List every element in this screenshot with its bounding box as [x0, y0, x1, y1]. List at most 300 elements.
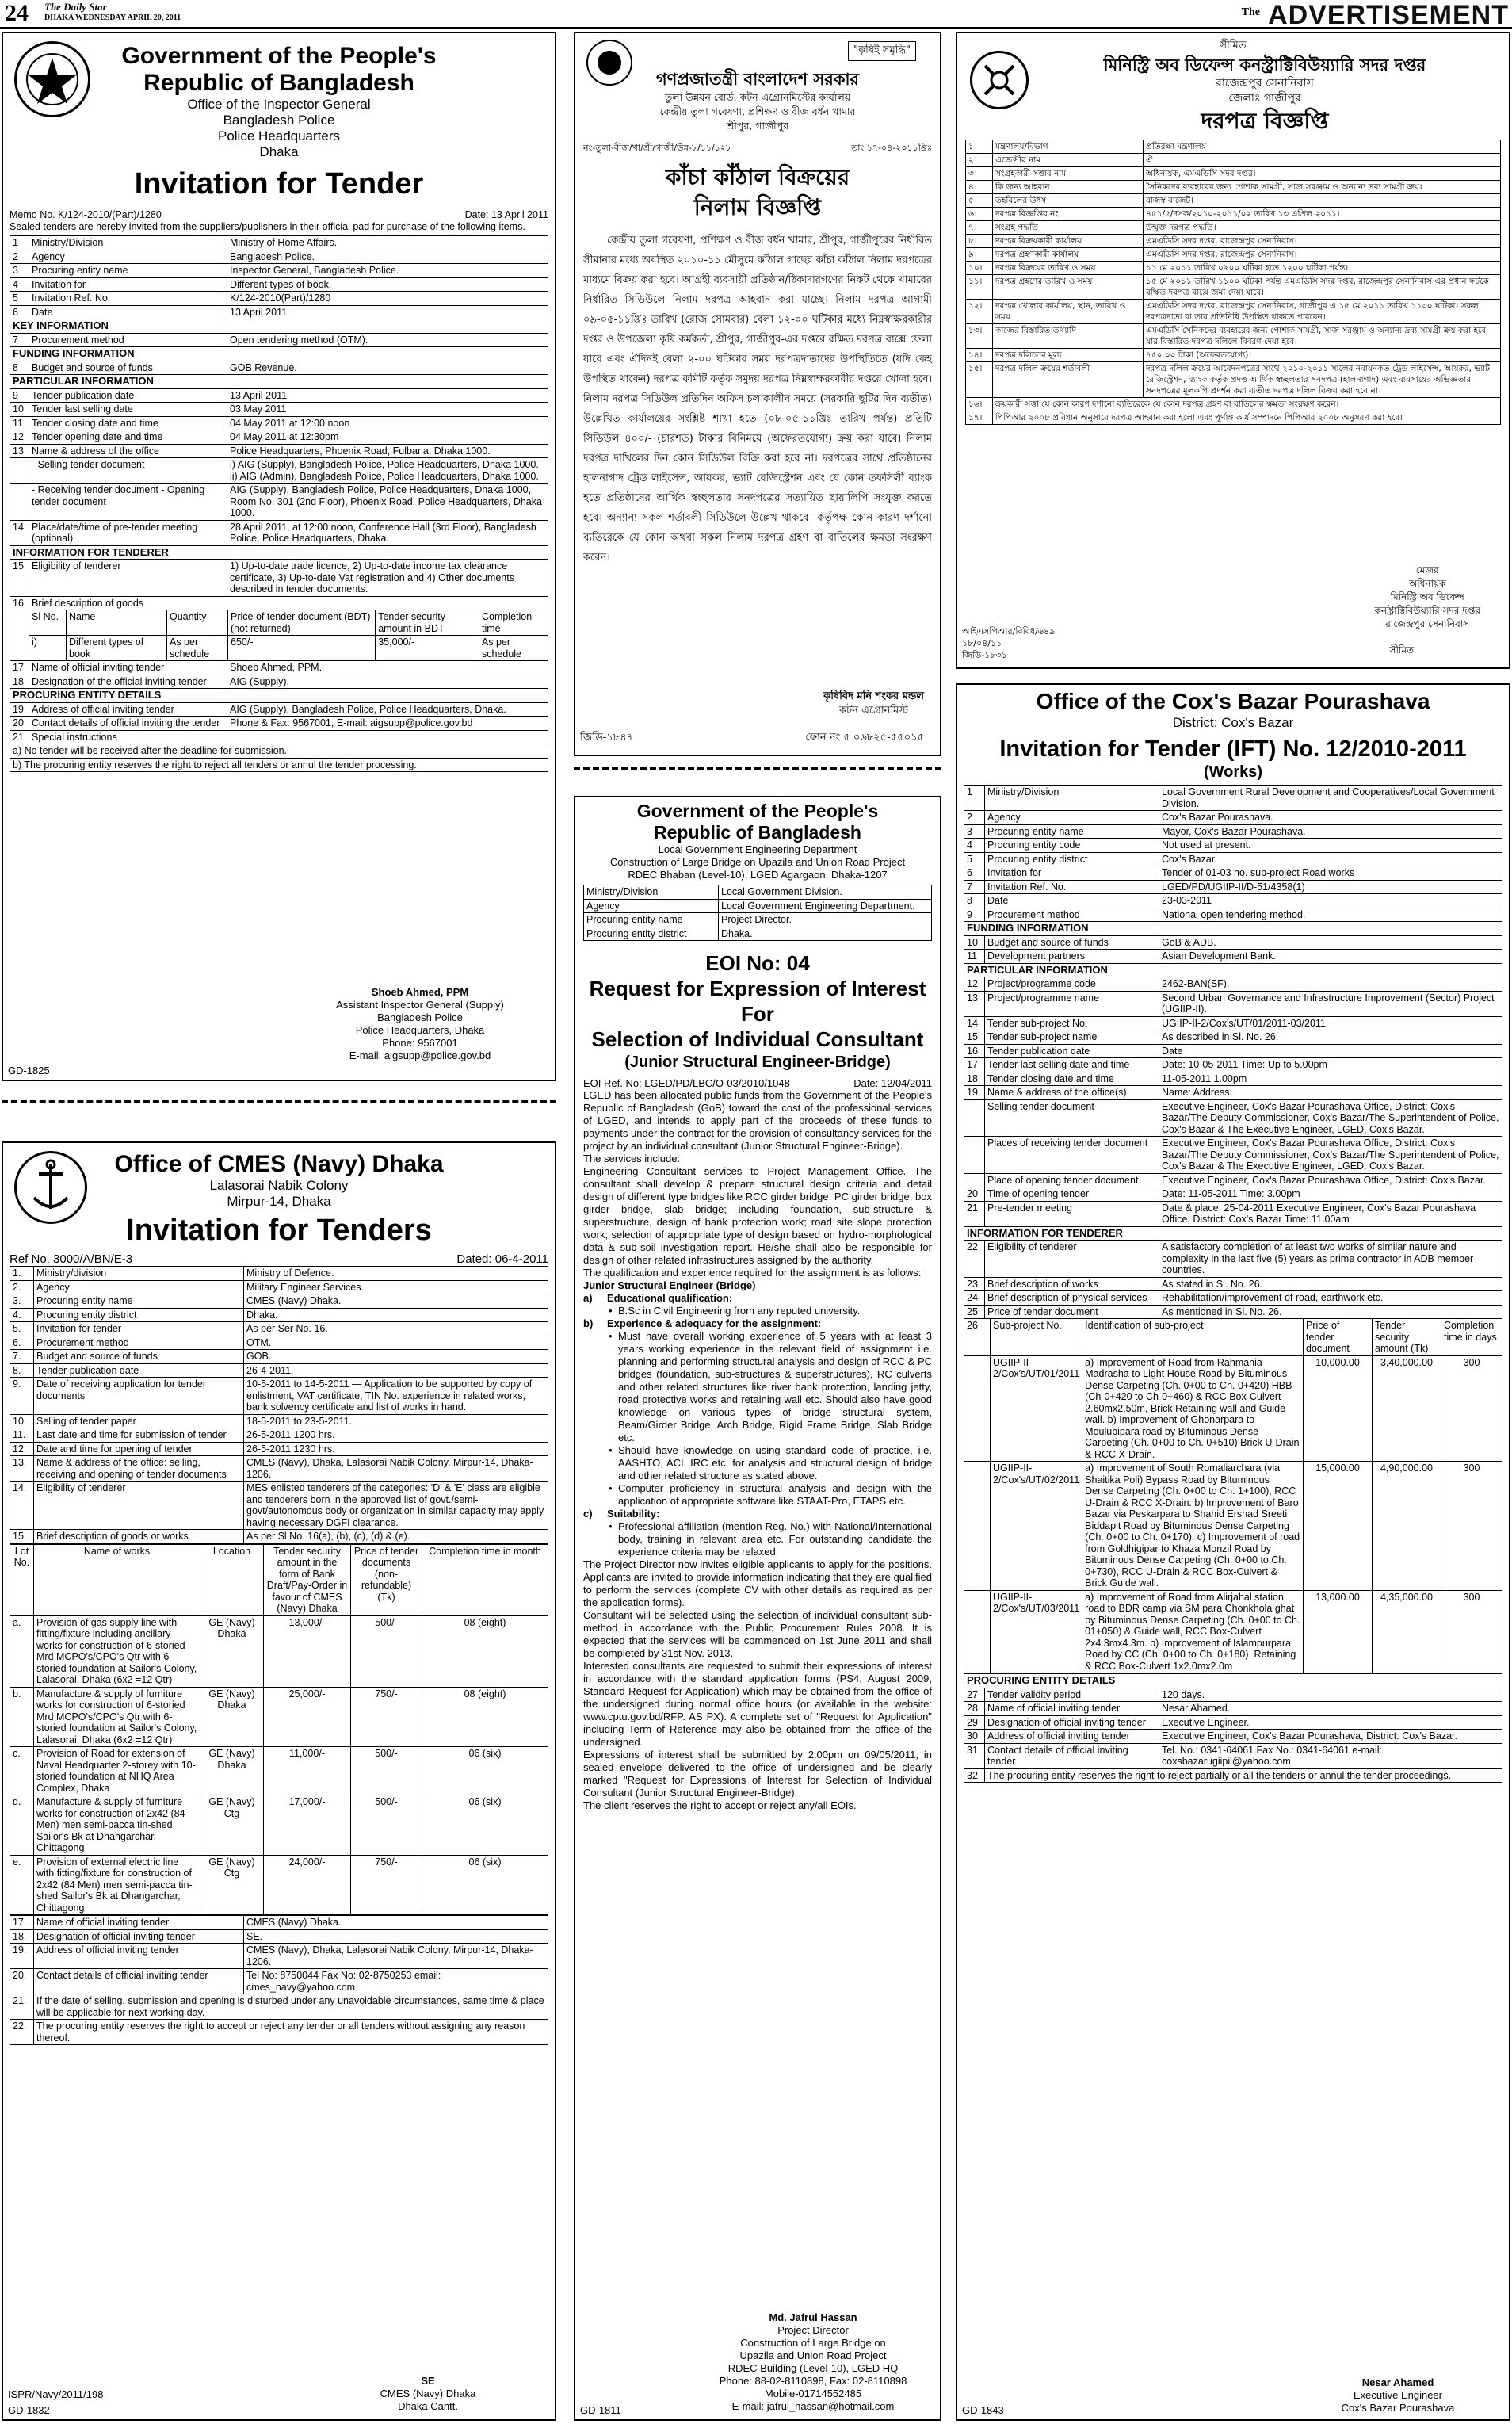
table-row — [964, 1058, 1502, 1072]
cell: Shoeb Ahmed, PPM. — [227, 661, 548, 675]
cell: 7 — [10, 333, 29, 347]
table-row — [966, 140, 1501, 154]
cell: Date & place: 25-04-2011 Executive Engineer, Cox's Bazar Pourashava Office, District: Cox's Bazar Time: 11.00am — [1159, 1201, 1502, 1226]
cell: ১৫। — [966, 362, 993, 398]
cell: Tender security amount in BDT — [376, 610, 479, 636]
table-row — [10, 2020, 548, 2045]
cell: Designation of official inviting tender — [985, 1715, 1159, 1730]
cell: National open tendering method. — [1159, 908, 1502, 922]
cell: Mayor, Cox's Bazar Pourashava. — [1159, 824, 1502, 839]
cell: 5 — [10, 292, 29, 306]
cell: 19. — [10, 1944, 34, 1969]
cell: ১৪। — [966, 349, 993, 362]
cell: Brief description of physical services — [985, 1291, 1159, 1306]
table-row — [10, 702, 548, 717]
cell: 13. — [10, 1456, 34, 1482]
cell: Completion time — [479, 610, 548, 636]
cell: 28 April 2011, at 12:00 noon, Conference Hall (3rd Floor), Bangladesh Police, Police Headquarters, Dhaka. — [227, 520, 548, 545]
cell: e. — [10, 1855, 34, 1915]
cell — [964, 1099, 985, 1137]
cell: Identification of sub-project — [1082, 1319, 1304, 1355]
cell: 15,000.00 — [1304, 1462, 1373, 1591]
cell: 6 — [964, 866, 985, 881]
cell: 13 — [10, 444, 29, 458]
table-row — [964, 1715, 1502, 1730]
section-heading: INFORMATION FOR TENDERER — [10, 545, 548, 560]
signatory-line: Bangladesh Police — [377, 1011, 463, 1023]
cell: 1. — [10, 1267, 34, 1281]
cell: 22. — [10, 2020, 34, 2045]
cell: 04 May 2011 at 12:30pm — [227, 430, 548, 445]
goods-table — [29, 610, 548, 660]
cell: Name of official inviting tender — [985, 1702, 1159, 1716]
table-row — [10, 717, 548, 731]
police-date: Date: 13 April 2011 — [464, 209, 548, 220]
ispr-line: আইএসপিআর/বিবিধ/৬৪৯ — [962, 626, 1056, 637]
cell — [964, 1173, 985, 1187]
cell: 28 — [964, 1702, 985, 1716]
table-row — [964, 1291, 1502, 1306]
signatory-line: Project Director — [777, 2324, 849, 2336]
cell: ১৬। — [966, 398, 993, 411]
cell: দরপত্র বিক্রয়কারী কার্যালয় — [993, 235, 1144, 248]
cell: Special instructions — [29, 730, 548, 744]
bangladesh-police-emblem-icon — [14, 41, 90, 117]
cell: 500/- — [351, 1747, 422, 1795]
cell: GE (Navy) Dhaka — [200, 1615, 264, 1687]
mes-headline: দরপত্র বিজ্ঞপ্তি — [1201, 108, 1329, 134]
cell: Procuring entity name — [29, 264, 227, 278]
cell: Different types of book — [67, 636, 167, 661]
cell: 19 — [10, 702, 29, 717]
cell: Location — [200, 1544, 264, 1615]
cell: 03 May 2011 — [227, 403, 548, 417]
cotton-headline-1: কাঁচা কাঁঠাল বিক্রয়ের — [665, 164, 850, 190]
signatory-line: RDEC Building (Level-10), LGED HQ — [727, 2362, 899, 2374]
cell: 18. — [10, 1929, 34, 1944]
cell: 10,000.00 — [1304, 1355, 1373, 1462]
table-row — [966, 154, 1501, 167]
lged-headline-4: (Junior Structural Engineer-Bridge) — [624, 1053, 891, 1071]
table-row — [10, 1442, 548, 1456]
coxs-title: Office of the Cox's Bazar Pourashava — [1036, 689, 1430, 713]
cell: ৪৫১/৫/দসক/২০১০-২০১১/০২ তারিখ ১৩ এপ্রিল ২০১১। — [1144, 208, 1501, 221]
lged-ref: EOI Ref. No: LGED/PD/LBC/O-03/2010/1048 — [583, 1077, 790, 1089]
police-sub-0: Office of the Inspector General — [187, 97, 371, 112]
table-row — [10, 560, 548, 597]
cell: 12 — [10, 430, 29, 445]
cell: ৬। — [966, 208, 993, 221]
table-row — [10, 1378, 548, 1415]
cell: - Selling tender document — [29, 458, 227, 484]
cotton-memo: নং-তুলা-বীজ/খা/শ্রী/গাজী/উন্ন-৮/১১/১২৮ — [583, 143, 732, 153]
cell: Ministry/Division — [584, 885, 719, 900]
cmes-ref: Ref No. 3000/A/BN/E-3 — [10, 1252, 133, 1266]
table-row — [964, 852, 1502, 866]
lged-headline-2: For — [741, 1002, 774, 1026]
cmes-table-2 — [10, 1915, 548, 2045]
table-row — [10, 1308, 548, 1322]
table-row — [10, 484, 548, 521]
cell: 21 — [964, 1201, 985, 1226]
table-row — [966, 275, 1501, 300]
cell: d. — [10, 1795, 34, 1856]
lged-p1: LGED has been allocated public funds from the Government of the People's Republic of Bangladesh (GoB) toward the cost of the professional services of LGED, and intends to apply part of the proceeds of these funds to payments under the contract for the provision of consultancy services for the project by an individual consultant (Junior Structural Engineer-Bridge). — [583, 1089, 932, 1152]
lged-p10: The client reserves the right to accept or reject any/all EOIs. — [583, 1799, 857, 1811]
cell: Military Engineer Services. — [244, 1280, 548, 1294]
cell: Price of tender document — [985, 1305, 1159, 1319]
table-row — [966, 235, 1501, 248]
cell: Procuring entity district — [985, 852, 1159, 866]
table-row — [964, 824, 1502, 839]
cell: 26 — [964, 1319, 991, 1355]
table-row — [10, 277, 548, 292]
cell: As described in Sl. No. 26. — [1159, 1030, 1502, 1045]
table-row — [10, 1414, 548, 1428]
cell: 2462-BAN(SF). — [1159, 977, 1502, 992]
section-heading: FUNDING INFORMATION — [10, 347, 548, 361]
cell: Name: Address: — [1159, 1086, 1502, 1100]
police-sub-2: Police Headquarters — [217, 128, 341, 143]
table-row — [966, 349, 1501, 362]
table-row — [10, 730, 548, 744]
cell: 4,90,000.00 — [1373, 1462, 1441, 1591]
lged-sub-2: RDEC Bhaban (Level-10), LGED Agargaon, Dhaka-1207 — [628, 869, 888, 881]
cmes-title: Office of CMES (Navy) Dhaka — [114, 1151, 444, 1177]
ispr-line: জিডি-১৮৩১ — [962, 650, 1007, 660]
cell: Development partners — [985, 950, 1159, 964]
cell: 24 — [964, 1291, 985, 1306]
cell: Tender sub-project No. — [985, 1016, 1159, 1030]
cell: Name of official inviting tender — [29, 661, 227, 675]
cell: 1 — [10, 236, 29, 250]
cell: Procuring entity name — [584, 913, 719, 927]
cell: এমএডিসি সদর দপ্তর, রাজেন্দ্রপুর সেনানিবাস, গাজীপুর এ ১৫ মে ২০১১ তারিখ ১১৩০ ঘটিকা। সকল দরপত্রদাতা বা তার প্রতিনিধি উপস্থিত থাকতে পারবেন। — [1144, 300, 1501, 324]
cell: MES enlisted tenderers of the categories: 'D' & 'E' class are eligible and tenderers born in the approved list of govt./semi-govt/autonomous body or organization in similar capacity may apply having necessary DGFI clearance. — [244, 1482, 548, 1530]
cell: Tender closing date and time — [985, 1072, 1159, 1086]
cell: সংগ্রহকারী সত্তার নাম — [993, 167, 1144, 181]
cell: Agency — [985, 811, 1159, 825]
cell: K/124-2010(Part)/1280 — [227, 292, 548, 306]
cell: Brief description of goods or works — [34, 1530, 244, 1544]
cell: Executive Engineer, Cox's Bazar Pourashava Office, District: Cox's Bazar/The Deputy Commissioner, Cox's Bazar/The Superintendent of Police, Cox's Bazar & The Executive Engineer, LGED, Cox's Bazar. — [1159, 1099, 1502, 1137]
table-row — [10, 444, 548, 458]
bullet-text: Should have knowledge on using standard code of practice, i.e. AASHTO, ACI, IRC etc. for analysis and structural design of bridge and other related structure as stated above. — [618, 1444, 932, 1482]
cell: 29 — [964, 1715, 985, 1730]
cell: 7. — [10, 1350, 34, 1364]
cell: 10 — [10, 403, 29, 417]
police-sub-1: Bangladesh Police — [223, 113, 335, 128]
cell: Local Government Engineering Department. — [719, 899, 932, 913]
table-row — [964, 1462, 1502, 1591]
cell: 26-4-2011. — [244, 1363, 548, 1378]
cell: Different types of book. — [227, 277, 548, 292]
cell: 750/- — [351, 1855, 422, 1915]
table-row — [10, 1322, 548, 1336]
cell: UGIIP-II-2/Cox's/UT/03/2011 — [991, 1590, 1082, 1673]
cell: As per schedule — [479, 636, 548, 661]
cell: 9 — [964, 908, 985, 922]
coxs-table — [964, 785, 1502, 1783]
cell: 4. — [10, 1308, 34, 1322]
cell: 13 April 2011 — [227, 388, 548, 403]
cell: GE (Navy) Ctg — [200, 1795, 264, 1856]
cell: OTM. — [244, 1336, 548, 1350]
cell: Completion time in month — [422, 1544, 548, 1615]
label: c) — [583, 1508, 593, 1520]
cell: পিপিআর ২০০৮ প্রবিধান অনুসারে দরপত্র আহবান করা হলো এবং পূর্ণাঙ্গ কার্য সম্পাদনে পিপিআর ২০০৮ অনুসরণ করা হবে। — [993, 411, 1501, 425]
cell: Not used at present. — [1159, 839, 1502, 853]
note: a) No tender will be received after the deadline for submission. — [10, 744, 548, 759]
signatory-line: E-mail: aigsupp@police.gov.bd — [349, 1050, 491, 1061]
table-row — [964, 1086, 1502, 1100]
cell: AIG (Supply). — [227, 675, 548, 689]
cell: এমএডিসি সদর দপ্তর, রাজেন্দ্রপুর সেনানিবাস। — [1144, 235, 1501, 248]
cell: 06 (six) — [422, 1747, 548, 1795]
table-row — [966, 194, 1501, 208]
cell: দরপত্র গ্রহণকারী কার্যালয় — [993, 248, 1144, 262]
cell: 8 — [964, 894, 985, 908]
lged-eoi-ad: Government of the People's Republic of Bangladesh Local Government Engineering Department Construction of Large Bridge on Upazila and Union Road Project RDEC Bhaban (Level-10), LGED Agargaon, Dhaka-1207 Ministry/Division Local Government Division. Agency Local Government Engineering Department. Procuring entity name Project Director. Procuring entity district Dhaka. EOI No: 04 Request for Expression of Interest For Selection of Individual Consultant (Junior Structural Engineer-Bridge) EOI Ref. No: LGED/PD/LBC/O-03/2010/1048 Date: 12/04/2011 LGED has been allocated public funds from the Government of the People's Republic of Bangladesh (GoB) toward the cost of the professional services of LGED, and intends to apply part of the proceeds of these funds to payments under the contract for the provision of consultancy services for the project by an individual consultant (Junior Structural Engineer-Bridge). The services include: Engineering Consultant services to Project Management Office. The consultant shall develop & prepare structural design criteria and detail design of different type bridges like RCC girder bridge, PC girder bridge, box girder bridge, slab bridge; including foundation, sub-structure & superstructure, design of bank protection work; road site slope protection work; selection of appropriate type of design based on hydro-morphological data & sub-soil investigation report. He/she shall also be responsible for design of other related infrastructures assigned by the authority. The qualification and experience required for the assignment is as follows: Junior Structural Engineer (Bridge) a) Educational qualification: • B.Sc in Civil Engineering from any reputed university. b) Experience & adequacy for the assignment: • Must have overall working experience of 5 years with at least 3 years working experience in the relevant field of assignment i.e. planning and performing structural analysis and design of RCC & PC bridges (foundation, sub-structures & superstructures), RC culverts and other related structures like river bank protection, landing jetty, road protective works and retaining wall etc. Should also have good knowledge on various types of bridge structural system, Beam/Girder Bridge, Arch Bridge, Rigid Frame Bridge, Slab Bridge etc. • Should have knowledge on using standard code of practice, i.e. AASHTO, ACI, IRC etc. for analysis and structural design of bridge and other related structure as stated above. • Computer proficiency in structural analysis and design with the application of appropriate software like STAAT-Pro, ETAPS etc. c) Suitability: • Professional affiliation (mention Reg. No.) with National/International body, training in relevant area etc. For outstanding candidate the experience criteria may be relaxed. The Project Director now invites eligible applicants to apply for the positions. Applicants are invited to provide information indicating that they are qualified to perform the services (complete CV with other details as required as per the application forms). Consultant will be selected using the selection of individual consultant sub-method in accordance with the Public Procurement Rules 2008. It is expected that the services will be commenced on 1st June 2011 and shall be completed by 31st Nov. 2013. Interested consultants are requested to submit their expressions of interest in accordance with the standard application forms (PS4, August 2009, Standard Request for Application) which may be obtained from the office of the undersigned during normal office hours (or available in the website: www.cptu.gov.bd/RFP. AS PX). A complete set of "Request for Application" including Term of Reference may also be obtained from the office of the undersigned. Expressions of interest shall be submitted by 2.00pm on 09/05/2011, in sealed envelope delivered to the office of undersigned and be clearly marked "Request for Expressions of Interest for Selection of Individual Consultant (Junior Structural Engineer-Bridge). The client reserves the right to accept or reject any/all EOIs. Md. Jafrul Hassan Project Director Construction of Large Bridge on Upazila and Union Road Project RDEC Building (Level-10), LGED HQ Phone: 88-02-8110898, Fax: 02-8110898 Mobile-01714552485 E-mail: jafrul_hassan@hotmail.com GD-1811 — [574, 796, 941, 2421]
table-row — [964, 1730, 1502, 1744]
table-row — [964, 977, 1502, 992]
cell: Address of official inviting tender — [985, 1730, 1159, 1744]
navy-emblem-icon — [14, 1151, 87, 1224]
cell: 500/- — [351, 1795, 422, 1856]
cell: দরপত্র দলিল ক্রয়ের শর্তাবলী — [993, 362, 1144, 398]
cell: Sl No. — [29, 610, 67, 636]
cell: Provision of gas supply line with fitting/fixture including ancillary works for construction of 6-storied Mrd MCPO's/CPO's Qtr with 6-storied foundation at Sailor's Colony, Lalasorai, Dhaka (6x2 =12 Qtr) — [34, 1615, 200, 1687]
table-row — [10, 1294, 548, 1309]
table-row — [966, 248, 1501, 262]
signatory-line: কটন এগ্রোনমিস্ট — [838, 705, 909, 717]
section-heading: PROCURING ENTITY DETAILS — [10, 689, 548, 703]
cell: Date: 11-05-2011 Time: 3.00pm — [1159, 1187, 1502, 1202]
cell: 10. — [10, 1414, 34, 1428]
divider — [574, 767, 941, 770]
cell: Time of opening tender — [985, 1187, 1159, 1202]
cell: ২। — [966, 154, 993, 167]
cell: - Receiving tender document - Opening tender document — [29, 484, 227, 521]
cotton-auction-ad — [574, 32, 941, 756]
defence-tender-ad — [956, 32, 1510, 669]
table-row — [10, 1944, 548, 1969]
section-heading: PARTICULAR INFORMATION — [10, 375, 548, 389]
dateline — [44, 2, 181, 24]
cell: 20. — [10, 1969, 34, 1994]
table-row — [964, 1173, 1502, 1187]
lged-p6: The Project Director now invites eligible applicants to apply for the positions. Applicants are invited to provide information indicating that they are qualified to perform the services (complete CV with other details as required as per the application forms). — [583, 1558, 932, 1608]
cell: Price of tender document (BDT) (not returned) — [228, 610, 376, 636]
cell: 24,000/- — [264, 1855, 351, 1915]
cell: Place/date/time of pre-tender meeting (optional) — [29, 520, 227, 545]
cell: Pre-tender meeting — [985, 1201, 1159, 1226]
cell: 16 — [964, 1044, 985, 1058]
cmes-headline: Invitation for Tenders — [126, 1214, 432, 1247]
cell: Provision of Road for extension of Naval Headquarter 2-storey with 10-storied foundation at NHQ Area Complex, Dhaka — [34, 1747, 200, 1795]
cell: 11 — [10, 416, 29, 430]
section-prefix: The — [1241, 6, 1260, 18]
mes-owner: সীমিত — [1220, 40, 1247, 52]
cmes-navy-tender-ad — [2, 1141, 556, 2421]
cell: Contact details of official inviting tender — [985, 1743, 1159, 1768]
cell: 9 — [10, 388, 29, 403]
cell: Manufacture & supply of furniture works for construction of 6-storied Mrd MCPO's/CPO's Qtr with 6-storied foundation at Sailor's Colony, Lalasorai, Dhaka (6x2 =12 Qtr) — [34, 1687, 200, 1747]
table-row — [10, 430, 548, 445]
cell: 35,000/- — [376, 636, 479, 661]
table-row — [966, 398, 1501, 411]
table-row — [966, 221, 1501, 235]
table-row — [964, 1016, 1502, 1030]
divider — [2, 1100, 556, 1103]
cell: Nesar Ahamed. — [1159, 1702, 1502, 1716]
cell: Invitation for — [985, 866, 1159, 881]
lged-sub-1: Construction of Large Bridge on Upazila and Union Road Project — [609, 856, 906, 868]
table-row — [10, 416, 548, 430]
cell: 8 — [10, 361, 29, 375]
table-row — [964, 1201, 1502, 1226]
cell: Designation of official inviting tender — [34, 1929, 244, 1944]
cotton-date: তাং ১৭-০৪-২০১১খ্রিঃ — [851, 143, 932, 153]
cell: Procuring entity district — [34, 1308, 244, 1322]
cell: Manufacture & supply of furniture works for construction of 2x42 (84 Men) men semi-pacca tin-shed Sailor's Bk at Dhangarchar, Chittagong — [34, 1795, 200, 1856]
police-tender-ad — [2, 32, 556, 1081]
cell: 4 — [10, 277, 29, 292]
cell: 2. — [10, 1280, 34, 1294]
table-row — [964, 935, 1502, 950]
cell: Tender last selling date — [29, 403, 227, 417]
cell: 23 — [964, 1277, 985, 1291]
table-row — [10, 264, 548, 278]
table-row — [966, 300, 1501, 324]
cell: 3,40,000.00 — [1373, 1355, 1441, 1462]
cell: Places of receiving tender document — [985, 1137, 1159, 1174]
cell: Agency — [34, 1280, 244, 1294]
cell: 14 — [964, 1016, 985, 1030]
cell: 14. — [10, 1482, 34, 1530]
lged-date: Date: 12/04/2011 — [853, 1077, 932, 1089]
ispr-line: ১৮/০৪/১১ — [962, 638, 1002, 648]
lged-title-2: Republic of Bangladesh — [654, 822, 861, 843]
sub-project-table — [964, 1319, 1502, 1673]
table-row — [10, 403, 548, 417]
cell: Ministry/Division — [29, 236, 227, 250]
coxs-bazar-tender-ad — [956, 683, 1510, 2421]
cell: Ministry/division — [34, 1267, 244, 1281]
table-row — [10, 1615, 548, 1687]
table-row — [10, 1482, 548, 1530]
cell: 5 — [964, 852, 985, 866]
table-row — [964, 880, 1502, 894]
table-row — [964, 1688, 1502, 1702]
table-row — [10, 305, 548, 319]
lged-info-table — [583, 885, 932, 941]
table-row — [10, 1855, 548, 1915]
table-row — [964, 991, 1502, 1016]
bullet-text: Computer proficiency in structural analysis and design with the application of appropriate software like STAAT-Pro, ETAPS etc. — [618, 1482, 932, 1507]
cell: Budget and source of funds — [29, 361, 227, 375]
cell: Executive Engineer. — [1159, 1715, 1502, 1730]
label: a) — [583, 1292, 593, 1304]
coxs-headline: Invitation for Tender (IFT) No. 12/2010-2011 — [999, 736, 1467, 762]
signatory-line: Police Headquarters, Dhaka — [355, 1024, 485, 1036]
police-headline: Invitation for Tender — [134, 167, 424, 201]
cell: Quantity — [167, 610, 228, 636]
cell: Procuring entity district — [584, 927, 719, 941]
cell: Tender closing date and time — [29, 416, 227, 430]
cell: 15 — [10, 560, 29, 597]
police-title-2: Republic of Bangladesh — [143, 70, 414, 96]
cell: Brief description of works — [985, 1277, 1159, 1291]
cell: Invitation for tender — [34, 1322, 244, 1336]
table-row — [966, 181, 1501, 194]
cell: 10 — [964, 935, 985, 950]
table-row — [964, 1241, 1502, 1278]
cell: ১৫ মে ২০১১ তারিখ ১১০০ ঘটিকা পর্যন্ত এমএডিসি সদর দপ্তর, রাজেন্দ্রপুর সেনানিবাস এর প্রধান ফটকে রক্ষিত দরপত্র বাক্সে জমা দেয়া যাবে। — [1144, 275, 1501, 300]
table-row — [966, 362, 1501, 398]
cmes-works-table — [10, 1544, 548, 1916]
cell: কাজের বিস্তারিত তথ্যাদি — [993, 324, 1144, 349]
cell: 2 — [964, 811, 985, 825]
cell: ১৩। — [966, 324, 993, 349]
cell: 120 days. — [1159, 1688, 1502, 1702]
cell: Ministry of Home Affairs. — [227, 236, 548, 250]
cell: Date and time for opening of tender — [34, 1442, 244, 1456]
table-row — [964, 1743, 1502, 1768]
cell: As per schedule — [167, 636, 228, 661]
table-row — [10, 596, 548, 610]
lged-signature — [702, 2311, 924, 2413]
cell: Tender security amount (Tk) — [1373, 1319, 1441, 1355]
cell: Name & address of the office: selling, receiving and opening of tender documents — [34, 1456, 244, 1482]
cell: Selling of tender paper — [34, 1414, 244, 1428]
mes-table — [965, 140, 1501, 425]
cell: Tender opening date and time — [29, 430, 227, 445]
cell: 6. — [10, 1336, 34, 1350]
cell: 13 — [964, 991, 985, 1016]
cell: Provision of external electric line with fitting/fixture for construction of 2x42 (84 Men) men semi-pacca tin-shed Sailor's Bk at Dhangarchar, Chittagong — [34, 1855, 200, 1915]
cell: 26-5-2011 1200 hrs. — [244, 1428, 548, 1443]
cell: c. — [10, 1747, 34, 1795]
cell: ক্রয়কারী সত্তা যে কোন কারণ দর্শানো ব্যতিরেকে যে কোন দরপত্র গ্রহণ বা বাতিলের ক্ষমতা সংরক্ষণ করেন। — [993, 398, 1501, 411]
cell: ১২। — [966, 300, 993, 324]
cell: As stated in Sl. No. 26. — [1159, 1277, 1502, 1291]
table-row — [964, 1702, 1502, 1716]
cell: 06 (six) — [422, 1855, 548, 1915]
cell: A satisfactory completion of at least two works of similar nature and complexity in the last five (5) years as prime contractor in ADB member countries. — [1159, 1241, 1502, 1278]
cell: The procuring entity reserves the right to reject partially or all the tenders or annul the tender proceedings. — [985, 1768, 1502, 1783]
cell: Invitation Ref. No. — [29, 292, 227, 306]
table-row — [10, 236, 548, 250]
table-row — [966, 262, 1501, 275]
cotton-sub-0: তুলা উন্নয়ন বোর্ড, কটন এগ্রোনমিস্টের কার্যালয় — [664, 91, 851, 103]
cell: 8. — [10, 1363, 34, 1378]
cell: দরপত্র খোলার কার্যালয়, স্থান, তারিখ ও সময় — [993, 300, 1144, 324]
cell: 08 (eight) — [422, 1687, 548, 1747]
cell: Eligibility of tenderer — [985, 1241, 1159, 1278]
table-row — [10, 1428, 548, 1443]
lged-headline-3: Selection of Individual Consultant — [591, 1027, 924, 1051]
table-row — [966, 167, 1501, 181]
table-row — [10, 1530, 548, 1544]
coxs-code: GD-1843 — [962, 2404, 1004, 2416]
cell: Procuring entity code — [985, 839, 1159, 853]
cell: Contact details of official inviting the tender — [29, 717, 227, 731]
cell: UGIIP-II-2/Cox's/UT/01/2011-03/2011 — [1159, 1016, 1502, 1030]
signatory-line: কনস্ট্রাক্টিবিউয়্যারি সদর দপ্তর — [1374, 605, 1480, 616]
cotton-sub-1: কেন্দ্রীয় তুলা গবেষণা, প্রশিক্ষণ ও বীজ বর্ধন খামার — [659, 105, 856, 117]
signatory-name: মেজর — [1415, 564, 1439, 575]
